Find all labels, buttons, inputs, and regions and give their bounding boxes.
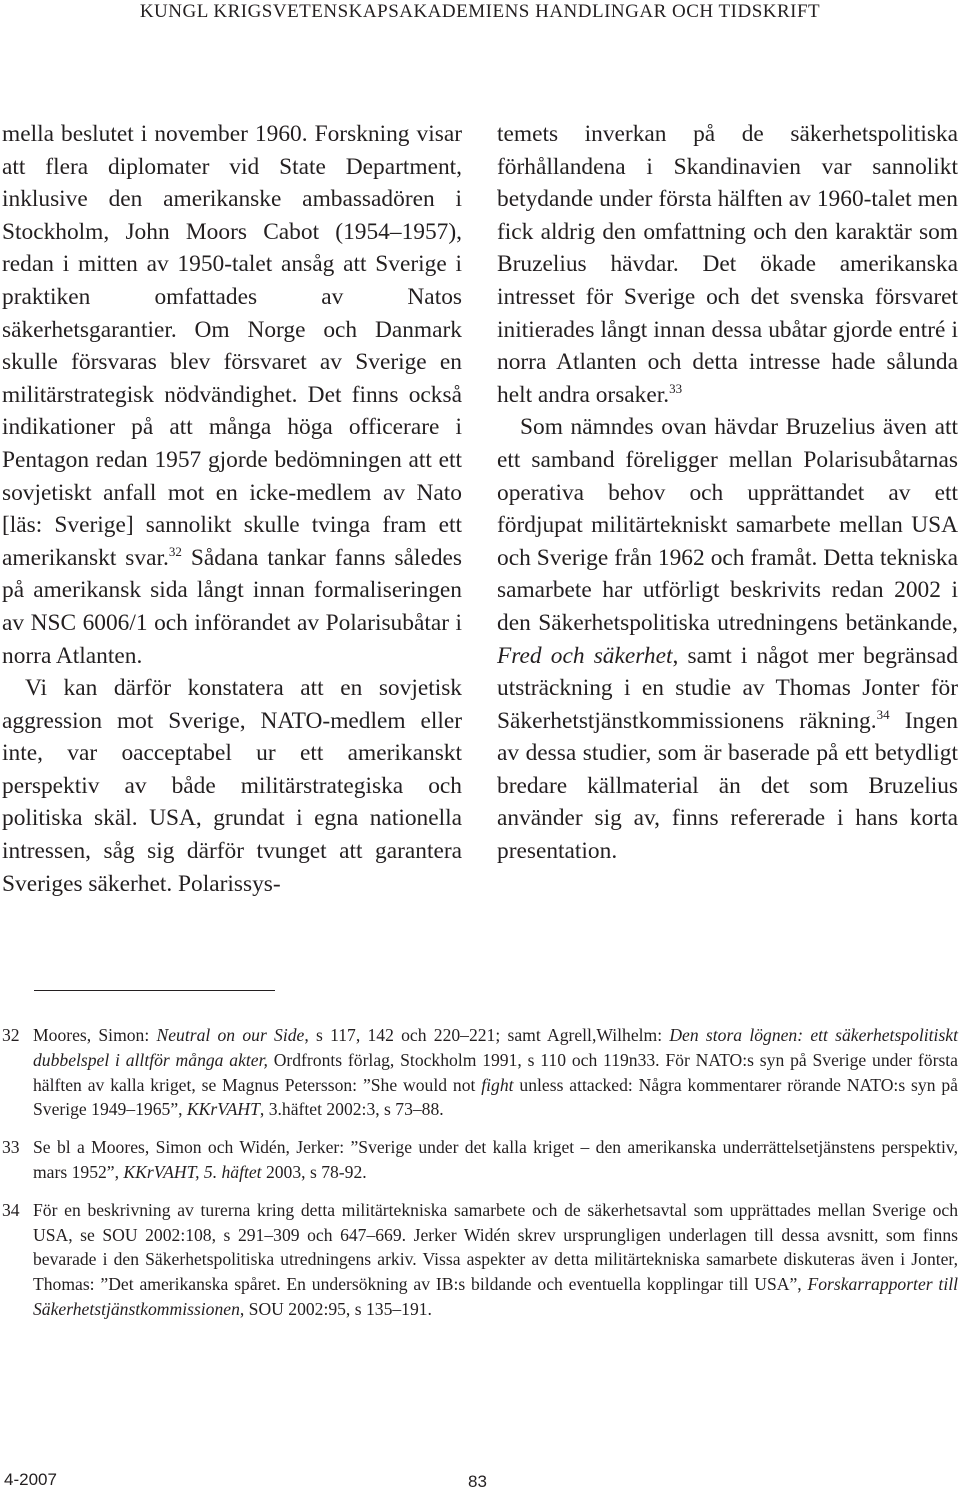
footnote-number: 32 [2, 1025, 20, 1045]
text-run: Se bl a Moores, Simon och Widén, Jerker: ”Sverige under det kalla kriget – den amerikanska underrättelsetjänstens perspektiv, mars 1952”, [33, 1137, 958, 1182]
right-column [497, 118, 958, 868]
text-run: unless attacked: Några kommentarer rörande NATO:s syn på Sverige 1949–1965”, [33, 1074, 958, 1120]
footnote-number: 33 [2, 1137, 20, 1158]
footnote-ref-34[interactable]: 34 [876, 706, 890, 722]
text-run: För en beskrivning av turerna kring detta militärtekniska samarbete och de säkerhetsavtal som upprättades mellan Sverige och USA, se SOU 2002:108, s 291–309 och 647–669. Jerker Widén skrev ursprungligen underlagen till dessa avsnitt, som finns bevarade i den Säkerhetspolitiska utredningens arkiv. Vissa aspekter av detta militärtekniska samarbete diskuteras även i Jonter, Thomas: ”Det amerikanska spåret. En undersökning av IB:s bildande och eventuella kopplingar till USA”, [33, 1199, 958, 1295]
footnote-text [33, 1135, 958, 1185]
page-number: 83 [468, 1472, 487, 1491]
running-header: KUNGL KRIGSVETENSKAPSAKADEMIENS HANDLINGAR OCH TIDSKRIFT [139, 1, 821, 22]
footnote-text [33, 1023, 958, 1122]
paragraph: Vi kan därför konstatera att en sovjetisk aggression mot Sverige, NATO-medlem eller inte, var oacceptabel ur ett amerikanskt perspektiv av både militärstrategiska och politiska skäl. USA, grundat i egna nationella intressen, såg sig därför tvunget att garantera Sveriges säkerhet. Polarissys- [2, 675, 462, 897]
paragraph: mella beslutet i november 1960. Forskning visar att flera diplomater vid State Department, inklusive den amerikanske ambassadören i Stockholm, John Moors Cabot (1954–1957), redan i mitten av 1950-talet ansåg att Sverige i praktiken omfattades av Natos säkerhetsgarantier. Om Norge och Danmark skulle försvaras blev försvaret av Sverige en militärstrategisk nödvändighet. Det finns också indikationer på att många höga officerare i Pentagon redan 1957 gjorde bedömningen att ett sovjetiskt anfall mot en icke-medlem av Nato [läs: Sverige] sannolikt skulle tvinga fram ett amerikanskt svar.$^{32}$ Sådana tankar fanns således på amerikansk sida långt innan formaliseringen av NSC 6006/1 och införandet av Polarisubåtar i norra Atlanten. [2, 121, 462, 669]
footnote-number: 34 [2, 1199, 20, 1220]
text-run: , 3.häftet 2002:3, s 73–88. [259, 1099, 444, 1120]
issue-number: 4-2007 [4, 1470, 57, 1489]
italic-text: KKrVAHT, 5. häftet [123, 1161, 262, 1182]
text-run: , s 117, 142 och 220–221; samt Agrell,Wilhelm: [304, 1025, 670, 1045]
text-run: Moores, Simon: [33, 1025, 157, 1045]
footnote-32 [2, 1023, 958, 1122]
text-run: Ordfronts förlag, Stockholm 1991, s 110 och 119n33. För NATO:s syn på Sverige under första hälften av kalla kriget, se Magnus Petersson: ”She would not [33, 1049, 958, 1095]
italic-text: Neutral on our Side [156, 1025, 305, 1045]
left-column [2, 118, 462, 900]
paragraph: temets inverkan på de säkerhetspolitiska förhållandena i Skandinavien var sannolikt betydande under första hälften av 1960-talet men fick aldrig den omfattning och den karaktär som Bruzelius hävdar. Det ökade amerikanska intresset för Sverige och det svenska försvaret initierades långt innan dessa ubåtar gjorde entré i norra Atlanten och detta intresse hade sålunda helt andra orsaker.$^{33}$ [497, 121, 958, 408]
text-run: 2003, s 78-92. [261, 1161, 367, 1182]
footnote-text [33, 1198, 958, 1322]
text-run: , SOU 2002:95, s 135–191. [239, 1298, 432, 1319]
paragraph: Som nämndes ovan hävdar Bruzelius även att ett samband föreligger mellan Polarisubåtarnas operativa behov och upprättandet av ett fördjupat militärtekniskt samarbete mellan USA och Sverige från 1962 och framåt. Detta tekniska samarbete har utförligt beskrivits redan 2002 i den Säkerhetspolitiska utredningens betänkande, Fred och säkerhet, samt i något mer begränsad utsträckning i en studie av Thomas Jonter för Säkerhetstjänstkommissionens räkning.$^{34}$ Ingen av dessa studier, som är baserade på ett betydligt bredare källmaterial än det som Bruzelius använder sig av, finns refererade i hans korta presentation. [497, 414, 959, 865]
footnote-34 [2, 1198, 958, 1322]
italic-text: Forskarrapporter till Säkerhetstjänstkommissionen [33, 1274, 958, 1319]
italic-text: KKrVAHT [186, 1099, 260, 1120]
footnote-ref-33[interactable]: 33 [669, 380, 683, 396]
footnote-ref-32[interactable]: 32 [168, 543, 182, 559]
italic-text: fight [481, 1074, 514, 1095]
italic-text: Den stora lögnen: ett säkerhetspolitiskt dubbelspel i alltför många akter, [33, 1025, 958, 1070]
footnote-divider [34, 990, 275, 991]
footnote-33 [2, 1135, 958, 1185]
footnotes [2, 1023, 958, 1335]
